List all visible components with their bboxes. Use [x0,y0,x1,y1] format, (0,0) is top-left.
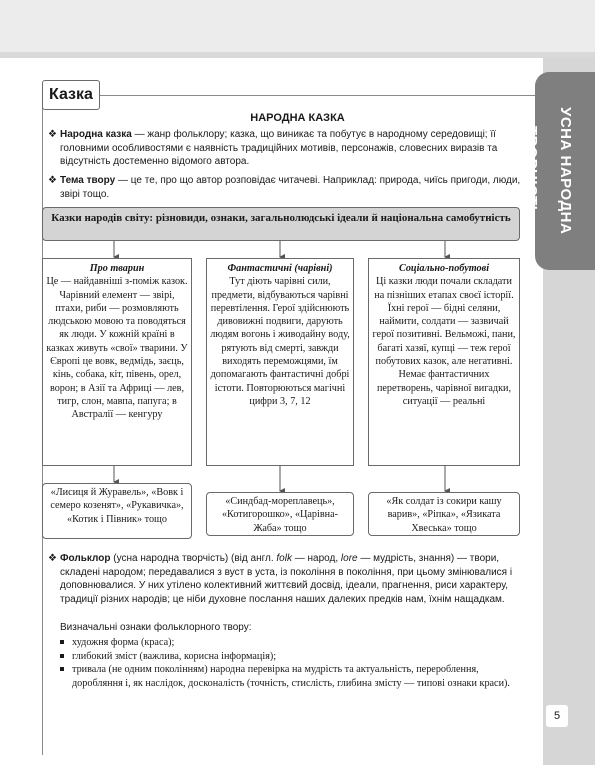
column-body: Ці казки люди почали складати на пізніших етапах своєї історії. Їхні герої — бідні селяни, наймити, солдати — зазвичай герої позитивні. Вельможі, пани, багаті хазяї, купці — теж герої побутових казок, але негативні. Немає фантастичних перетворень, чарівної вигадки, ситуації — реальні [372,276,516,407]
features-list [60,636,522,690]
column-title: Про тварин [89,263,145,274]
features-intro: Визначальні ознаки фольклорного твору: [60,622,252,633]
definition-text: — жанр фольклору; казка, що виникає та побутує в народному середовищі; її головними особливостями є наявність традиційних мотивів, персонажів, словесних виразів та відсутність достеменно відомого автора. [60,129,498,167]
definition-text: (усна народна творчість) (від англ. [110,553,277,564]
square-bullet-icon [60,667,64,671]
foreign-word: folk [276,553,292,564]
section-tab-label: УСНА НАРОДНА ТВОРЧІСТЬ [523,107,574,235]
list-item [60,663,522,690]
list-item-text: художня форма (краса); [72,637,175,648]
square-bullet-icon [60,654,64,658]
page-number: 5 [546,705,568,727]
column-title: Соціально-побутові [398,263,490,274]
list-item-text: глибокий зміст (важлива, корисна інформація); [72,650,277,662]
column-animals [42,258,192,466]
square-bullet-icon [60,640,64,644]
diamond-bullet-icon: ❖ [48,553,57,564]
definition-folklore [48,552,522,606]
column-fantastic [206,258,354,466]
definition-term: Фольклор [60,553,111,564]
definition-text: — це те, про що автор розповідає читачеві. Наприклад: природа, чиїсь пригоди, люди, звірі тощо. [60,175,521,200]
diagram-header: Казки народів світу: різновиди, ознаки, загальнолюдські ідеали й національна самобутність [42,207,520,241]
column-title: Фантастичні (чарівні) [227,263,333,274]
diamond-bullet-icon: ❖ [48,175,57,186]
list-item [60,636,522,650]
definition-term: Народна казка [60,129,132,140]
foreign-word: lore [340,553,358,564]
examples-social: «Як солдат із сокири кашу варив», «Ріпка», «Язиката Хвеська» тощо [368,492,520,536]
list-item-text: тривала (не одним поколінням) народна перевірка на мудрість та актуальність, перероблення, доробляння і, як наслідок, досконалість (точність, стислість, глибина змісту — типові ознаки краси). [72,664,510,689]
diamond-bullet-icon: ❖ [48,129,57,140]
page-heading: НАРОДНА КАЗКА [250,112,345,124]
list-item [60,650,522,664]
examples-animals: «Лисиця й Журавель», «Вовк і семеро козенят», «Рукавичка», «Котик і Півник» тощо [42,483,192,539]
column-body: Це — найдавніші з-поміж казок. Чарівний елемент — звірі, птахи, риби — розмовляють людською мовою та поводяться як люди. У кожній країні в казках живуть «свої» тварини. У Європі це вовк, ведмідь, заєць, кінь, собака, кіт, півень, орел, ворон; в Азії та Африці — лев, тигр, слон, мавпа, папуга; в Австралії — кенгуру [46,276,188,421]
column-body: Тут діють чарівні сили, предмети, відбуваються чарівні перевтілення. Герої здійснюють дивовижні подвиги, дарують людям вогонь і живодайну воду, рятують від смерті, завжди виходять переможцями, їм допомагають фантастичні добрі істоти. Повторюються магічні цифри 3, 7, 12 [210,276,350,407]
column-social [368,258,520,466]
definition-text: — мудрість, знання) — твори, складені народом; передавалися з вуст в уста, із покоління в покоління, при цьому змінювалися і доповнювалися. У них утілено колективний життєвий досвід, ідеали, прагнення, риси характеру, традиції різних народів; це ніби духовне послання наших далеких предків нам, їхнім нащадкам. [60,553,513,605]
topic-tag: Казка [42,80,100,110]
definition-term: Тема твору [60,175,116,186]
examples-fantastic: «Синдбад-мореплавець», «Котигорошко», «Царівна-Жаба» тощо [206,492,354,536]
definition-text: — народ, [291,553,341,564]
